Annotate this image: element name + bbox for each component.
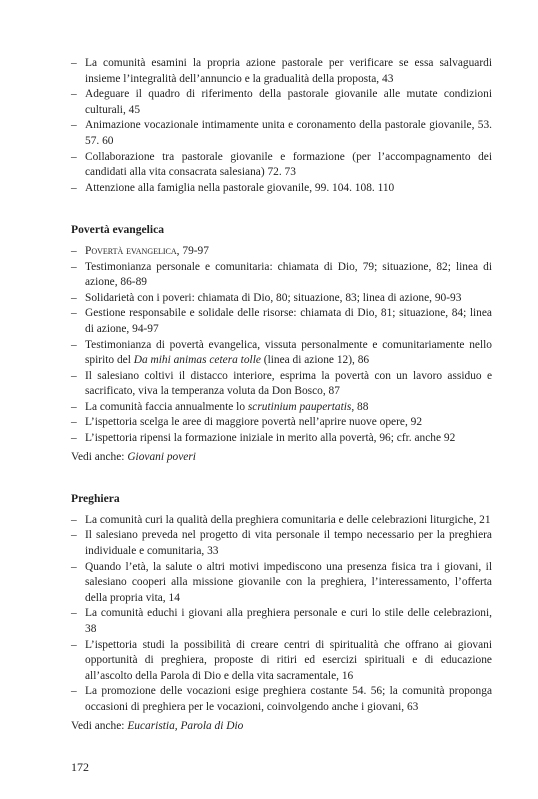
index-page <box>71 56 492 734</box>
list-item: – La promozione delle vocazioni esige preghiera costante 54. 56; la comunità proponga occasioni di preghiera per le vocazioni, coinvolgendo anche i giovani, 63 <box>71 684 492 715</box>
text-after: , 88 <box>351 400 369 413</box>
list-item: – L’ispettoria ripensi la formazione iniziale in merito alla povertà, 96; cfr. anche 92 <box>71 431 492 447</box>
see-also <box>71 719 492 735</box>
section-poverta <box>71 222 492 465</box>
text-before: La comunità faccia annualmente lo <box>85 400 248 413</box>
text-before: Testimonianza di povertà evangelica, vissuta personalmente e comunitariamente nello spirito del <box>85 338 492 367</box>
list-item: – Collaborazione tra pastorale giovanile e formazione (per l’accompagnamento dei candidati alla vita consacrata salesiana) 72. 73 <box>71 150 492 181</box>
text-after: (linea di azione 12), 86 <box>260 354 370 367</box>
list-item: – La comunità esamini la propria azione pastorale per verificare se essa salvaguardi insieme l’integralità dell’annuncio e la gradualità della proposta, 43 <box>71 56 492 87</box>
list-item: – Il salesiano preveda nel progetto di vita personale il tempo necessario per la preghiera individuale e comunitaria, 33 <box>71 528 492 559</box>
see-also <box>71 450 492 466</box>
see-also-refs: Eucaristia, Parola di Dio <box>127 719 244 732</box>
section-title: Preghiera <box>71 492 120 506</box>
section-title: Povertà evangelica <box>71 223 165 237</box>
see-also-refs: Giovani poveri <box>127 450 196 463</box>
see-also-label: Vedi anche: <box>71 450 125 463</box>
italic-term: scrutinium paupertatis <box>247 400 352 413</box>
refs: , 79-97 <box>176 244 209 257</box>
page-number: 172 <box>71 760 89 774</box>
list-item: – Adeguare il quadro di riferimento della pastorale giovanile alle mutate condizioni culturali, 45 <box>71 87 492 118</box>
list-item: – La comunità curi la qualità della preghiera comunitaria e delle celebrazioni liturgiche, 21 <box>71 513 492 529</box>
list-item: – Animazione vocazionale intimamente unita e coronamento della pastorale giovanile, 53. 57. 60 <box>71 118 492 149</box>
preghiera-list <box>71 513 492 716</box>
smallcaps-term: Povertà evangelica <box>85 244 177 257</box>
list-item <box>71 338 492 369</box>
list-item: – Gestione responsabile e solidale delle risorse: chiamata di Dio, 81; situazione, 84; linea di azione, 94-97 <box>71 306 492 337</box>
list-item <box>71 400 492 416</box>
list-item: – Quando l’età, la salute o altri motivi impediscono una presenza fisica tra i giovani, il salesiano cooperi alla missione giovanile con la preghiera, l’interessamento, l’offerta della propria vita, 14 <box>71 560 492 607</box>
list-item: – L’ispettoria studi la possibilità di creare centri di spiritualità che offrano ai giovani opportunità di preghiera, proposte di ritiri ed esercizi spirituali e di educazione all’ascolto della Parola di Dio e della vita sacramentale, 16 <box>71 638 492 685</box>
list-item <box>71 244 492 260</box>
see-also-label: Vedi anche: <box>71 719 125 732</box>
intro-list <box>71 56 492 196</box>
poverta-list <box>71 244 492 447</box>
list-item: – L’ispettoria scelga le aree di maggiore povertà nell’aprire nuove opere, 92 <box>71 415 492 431</box>
italic-term: Da mihi animas cetera tolle <box>133 354 261 367</box>
list-item: – Attenzione alla famiglia nella pastorale giovanile, 99. 104. 108. 110 <box>71 181 492 197</box>
list-item: – Solidarietà con i poveri: chiamata di Dio, 80; situazione, 83; linea di azione, 90-93 <box>71 291 492 307</box>
list-item: – Il salesiano coltivi il distacco interiore, esprima la povertà con un lavoro assiduo e sacrificato, viva la temperanza voluta da Don Bosco, 87 <box>71 369 492 400</box>
section-preghiera <box>71 491 492 734</box>
list-item: – La comunità educhi i giovani alla preghiera personale e curi lo stile delle celebrazioni, 38 <box>71 606 492 637</box>
list-item: – Testimonianza personale e comunitaria: chiamata di Dio, 79; situazione, 82; linea di azione, 86-89 <box>71 260 492 291</box>
